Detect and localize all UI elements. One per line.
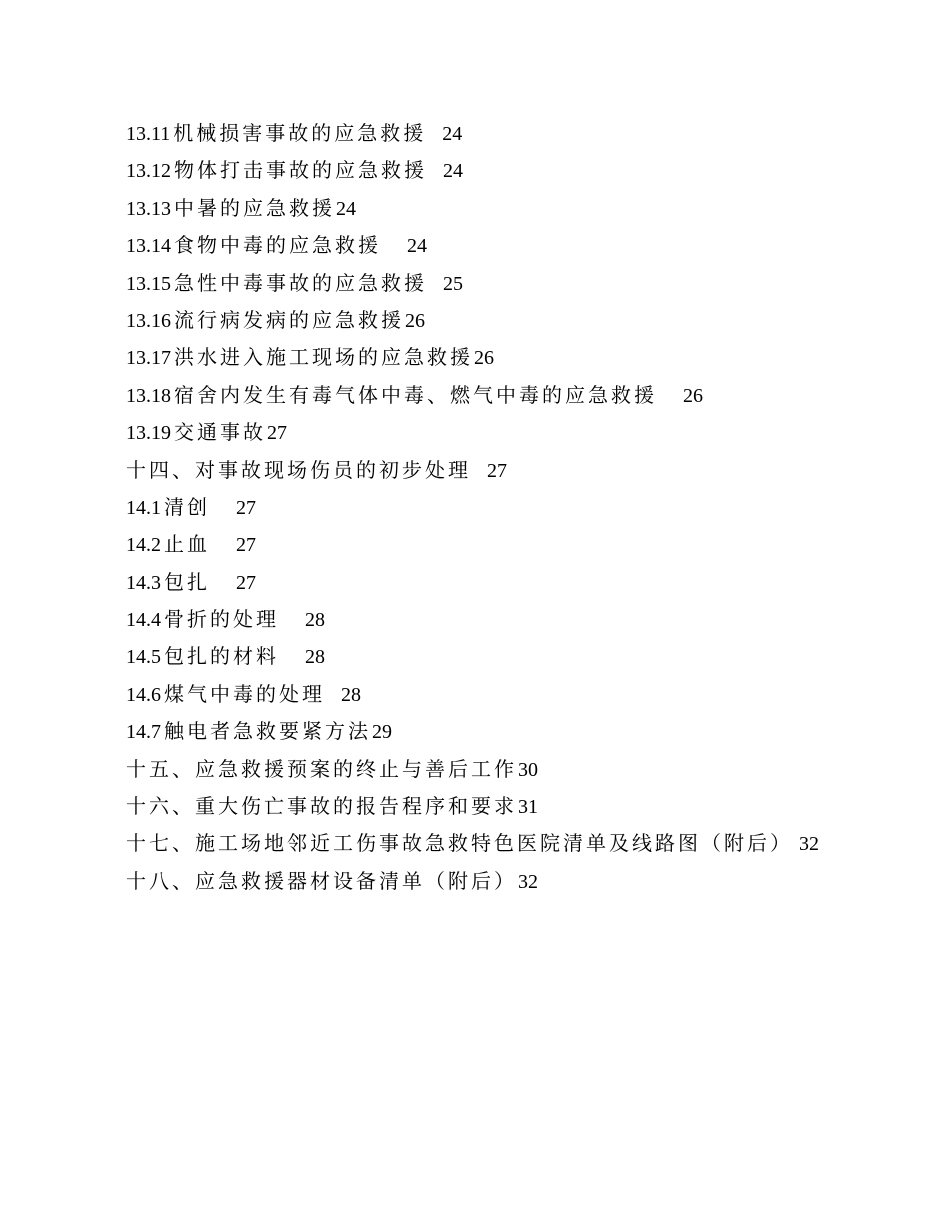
toc-entry-page: 27 xyxy=(236,496,256,519)
toc-entry-section-15[interactable] xyxy=(126,752,906,789)
toc-entry-page: 24 xyxy=(407,235,427,258)
toc-entry-number: 14.6 xyxy=(126,683,161,706)
toc-entry-page: 29 xyxy=(372,721,392,744)
toc-entry-page: 28 xyxy=(341,683,361,706)
toc-entry-number: 13.11 xyxy=(126,123,171,145)
toc-entry-number: 13.12 xyxy=(126,160,171,183)
toc-entry-title: 宿舍内发生有毒气体中毒、燃气中毒的应急救援 xyxy=(174,384,657,407)
toc-entry-section-14[interactable] xyxy=(126,453,906,490)
toc-entry-page: 27 xyxy=(236,571,256,594)
toc-entry-section-18[interactable] xyxy=(126,864,906,901)
toc-entry-title: 止血 xyxy=(164,534,210,557)
toc-entry-number: 13.15 xyxy=(126,272,171,295)
toc-entry-title: 十六、重大伤亡事故的报告程序和要求 xyxy=(126,796,517,819)
toc-entry-page: 27 xyxy=(236,534,256,557)
table-of-contents xyxy=(126,116,906,901)
toc-entry-page: 30 xyxy=(518,758,538,781)
toc-entry-page: 31 xyxy=(518,796,538,819)
toc-entry-13-18[interactable] xyxy=(126,378,906,415)
toc-entry-title: 流行病发病的应急救援 xyxy=(174,309,404,332)
toc-entry-14-1[interactable] xyxy=(126,490,906,527)
toc-entry-page: 32 xyxy=(799,833,819,856)
toc-entry-number: 13.17 xyxy=(126,347,171,370)
toc-entry-number: 13.13 xyxy=(126,197,171,220)
toc-entry-title: 物体打击事故的应急救援 xyxy=(174,160,427,183)
toc-entry-number: 14.3 xyxy=(126,571,161,594)
toc-entry-title: 机械损害事故的应急救援 xyxy=(173,123,427,145)
toc-entry-14-6[interactable] xyxy=(126,677,906,714)
toc-entry-number: 13.19 xyxy=(126,422,171,445)
toc-entry-number: 14.1 xyxy=(126,496,161,519)
toc-entry-number: 14.4 xyxy=(126,609,161,632)
toc-entry-page: 24 xyxy=(336,197,356,220)
toc-entry-page: 26 xyxy=(405,309,425,332)
toc-entry-page: 28 xyxy=(305,609,325,632)
toc-entry-page: 26 xyxy=(474,347,494,370)
toc-entry-number: 14.7 xyxy=(126,721,161,744)
toc-entry-page: 28 xyxy=(305,646,325,669)
toc-entry-title: 骨折的处理 xyxy=(164,609,279,632)
toc-entry-13-16[interactable] xyxy=(126,303,906,340)
toc-entry-13-15[interactable] xyxy=(126,266,906,303)
toc-entry-number: 14.5 xyxy=(126,646,161,669)
toc-entry-13-11[interactable] xyxy=(126,116,906,153)
toc-entry-title: 清创 xyxy=(164,496,210,519)
toc-entry-title: 食物中毒的应急救援 xyxy=(174,235,381,258)
toc-entry-title: 中暑的应急救援 xyxy=(174,197,335,220)
toc-entry-13-13[interactable] xyxy=(126,191,906,228)
toc-entry-number: 13.14 xyxy=(126,235,171,258)
toc-entry-number: 13.16 xyxy=(126,309,171,332)
toc-entry-section-16[interactable] xyxy=(126,789,906,826)
toc-entry-title: 十五、应急救援预案的终止与善后工作 xyxy=(126,758,517,781)
toc-entry-page: 26 xyxy=(683,384,703,407)
toc-entry-14-3[interactable] xyxy=(126,565,906,602)
toc-entry-title: 十七、施工场地邻近工伤事故急救特色医院清单及线路图（附后） xyxy=(126,833,793,856)
toc-entry-title: 交通事故 xyxy=(174,422,266,445)
toc-entry-13-12[interactable] xyxy=(126,153,906,190)
toc-entry-13-14[interactable] xyxy=(126,228,906,265)
toc-entry-title: 触电者急救要紧方法 xyxy=(164,721,371,744)
toc-entry-title: 煤气中毒的处理 xyxy=(164,683,325,706)
toc-entry-page: 25 xyxy=(443,272,463,295)
toc-entry-title: 十八、应急救援器材设备清单（附后） xyxy=(126,870,517,893)
toc-entry-page: 24 xyxy=(442,123,463,145)
toc-entry-title: 包扎的材料 xyxy=(164,646,279,669)
toc-entry-page: 27 xyxy=(267,422,287,445)
toc-entry-14-2[interactable] xyxy=(126,527,906,564)
toc-entry-number: 13.18 xyxy=(126,384,171,407)
toc-entry-13-17[interactable] xyxy=(126,340,906,377)
toc-entry-14-7[interactable] xyxy=(126,714,906,751)
toc-entry-13-19[interactable] xyxy=(126,415,906,452)
toc-entry-title: 十四、对事故现场伤员的初步处理 xyxy=(126,459,471,482)
toc-entry-section-17[interactable] xyxy=(126,826,906,863)
toc-entry-14-4[interactable] xyxy=(126,602,906,639)
toc-entry-page: 27 xyxy=(487,459,507,482)
toc-entry-page: 32 xyxy=(518,870,538,893)
toc-entry-page: 24 xyxy=(443,160,463,183)
toc-entry-title: 包扎 xyxy=(164,571,210,594)
toc-entry-14-5[interactable] xyxy=(126,639,906,676)
toc-entry-title: 洪水进入施工现场的应急救援 xyxy=(174,347,473,370)
toc-entry-title: 急性中毒事故的应急救援 xyxy=(174,272,427,295)
toc-entry-number: 14.2 xyxy=(126,534,161,557)
